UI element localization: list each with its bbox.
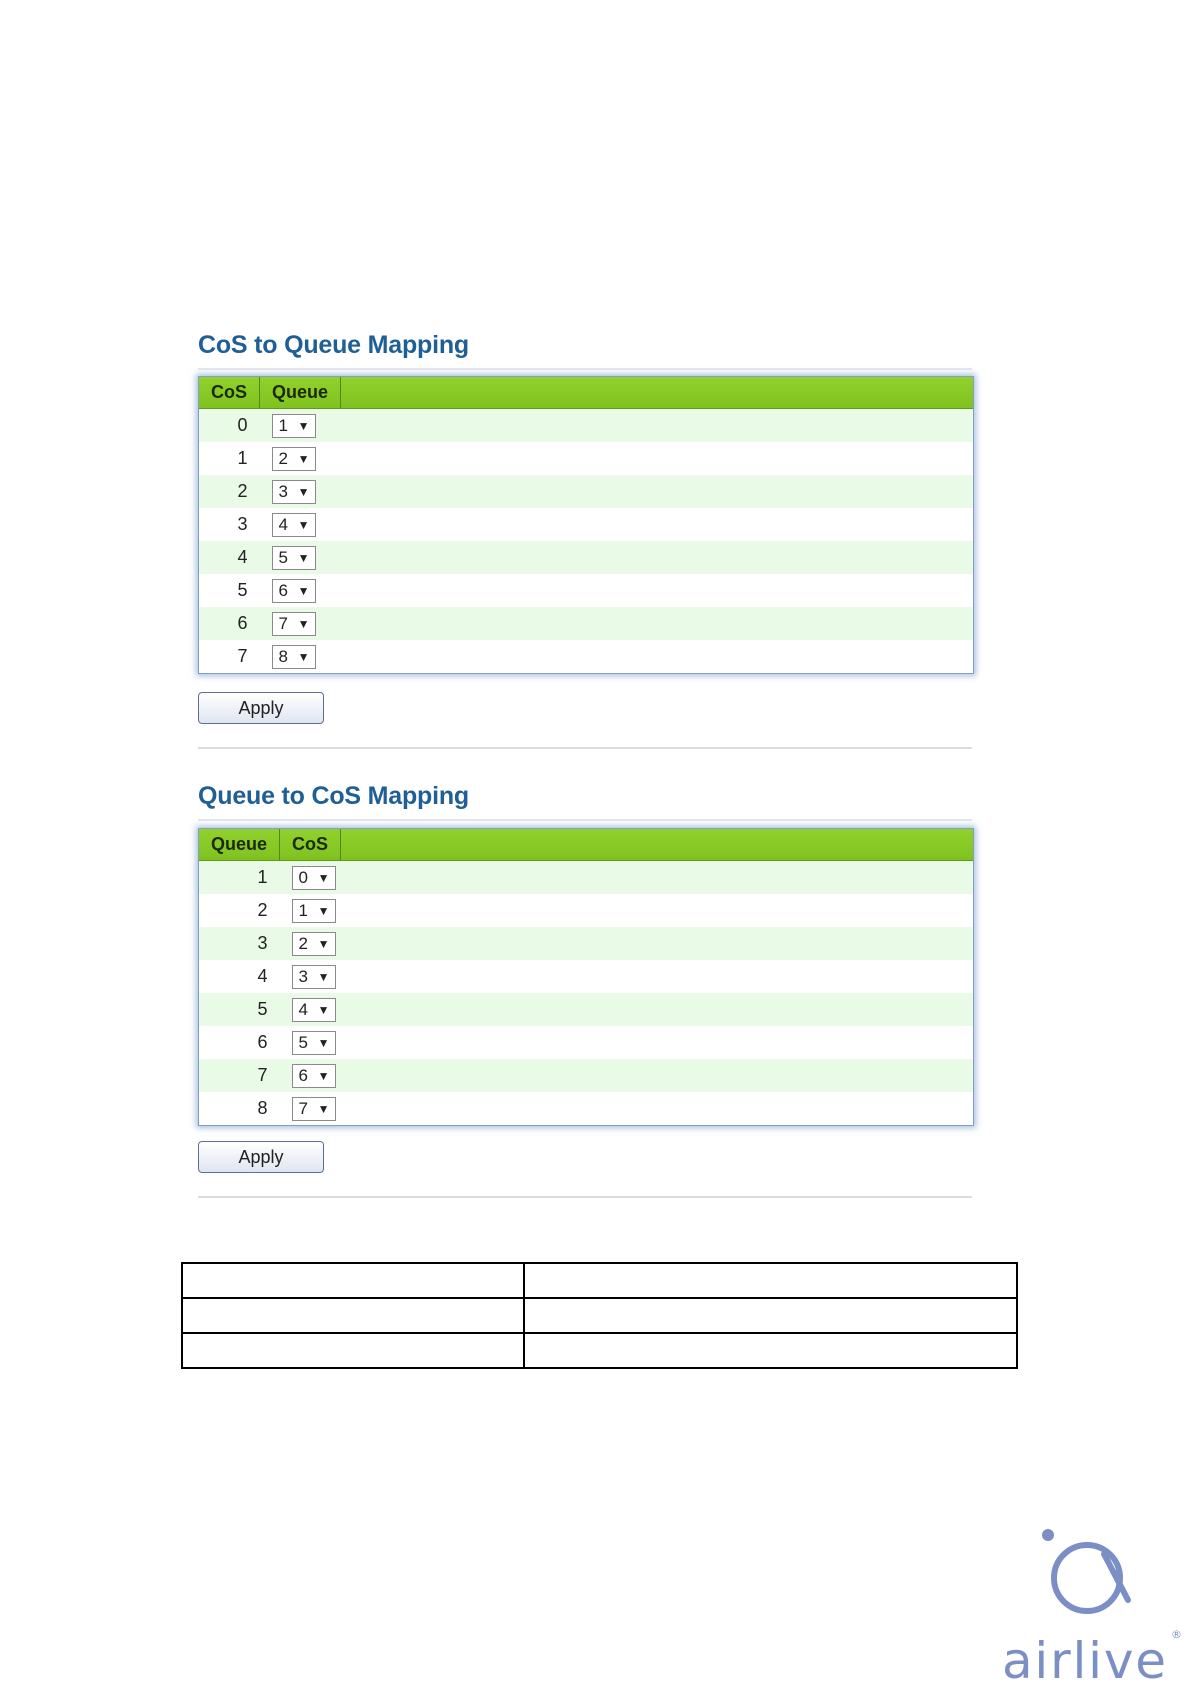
- row-key: 4: [199, 541, 260, 574]
- select-value: 1: [298, 900, 308, 920]
- dropdown-arrow-icon: ▼: [297, 418, 310, 433]
- mapping-select[interactable]: [292, 866, 336, 890]
- select-value: 7: [278, 613, 288, 633]
- queue-to-cos-table: [199, 829, 973, 1125]
- table-row: [199, 1026, 973, 1059]
- select-value: 2: [298, 933, 308, 953]
- description-table: [181, 1262, 1018, 1369]
- svg-text:®: ®: [1171, 1628, 1182, 1641]
- row-key: 5: [199, 574, 260, 607]
- row-key: 7: [199, 1059, 280, 1092]
- dropdown-arrow-icon: ▼: [297, 616, 310, 631]
- apply-button[interactable]: Apply: [198, 692, 324, 724]
- row-key: 2: [199, 475, 260, 508]
- select-value: 8: [278, 646, 288, 666]
- table-row: [199, 541, 973, 574]
- mapping-select[interactable]: [292, 965, 336, 989]
- dropdown-arrow-icon: ▼: [317, 969, 330, 984]
- cos-to-queue-table: [199, 377, 973, 673]
- mapping-select[interactable]: [272, 513, 316, 537]
- select-value: 5: [278, 547, 288, 567]
- table-row: [199, 1059, 973, 1092]
- row-key: 1: [199, 861, 280, 895]
- section-title: Queue to CoS Mapping: [198, 782, 469, 810]
- mapping-select[interactable]: [292, 899, 336, 923]
- row-key: 3: [199, 927, 280, 960]
- row-key: 6: [199, 607, 260, 640]
- select-value: 2: [278, 448, 288, 468]
- row-key: 3: [199, 508, 260, 541]
- table-header-row: [199, 377, 973, 409]
- table-header-row: [199, 829, 973, 861]
- cos-to-queue-section: [198, 330, 972, 370]
- mapping-select[interactable]: [272, 546, 316, 570]
- table-row: [199, 927, 973, 960]
- select-value: 0: [298, 867, 308, 887]
- table-row: [199, 442, 973, 475]
- table-row: [199, 607, 973, 640]
- table-row: [199, 640, 973, 673]
- dropdown-arrow-icon: ▼: [297, 649, 310, 664]
- dropdown-arrow-icon: ▼: [317, 1068, 330, 1083]
- dropdown-arrow-icon: ▼: [317, 1035, 330, 1050]
- column-header-queue: Queue: [199, 829, 280, 861]
- row-key: 5: [199, 993, 280, 1026]
- table-row: [199, 993, 973, 1026]
- select-value: 1: [278, 415, 288, 435]
- table-row: [199, 894, 973, 927]
- select-value: 3: [278, 481, 288, 501]
- mapping-select[interactable]: [292, 1064, 336, 1088]
- column-header-cos: CoS: [199, 377, 260, 409]
- row-key: 4: [199, 960, 280, 993]
- mapping-select[interactable]: [272, 645, 316, 669]
- mapping-select[interactable]: [292, 1097, 336, 1121]
- select-value: 6: [298, 1065, 308, 1085]
- mapping-select[interactable]: [292, 998, 336, 1022]
- table-row: [199, 574, 973, 607]
- dropdown-arrow-icon: ▼: [317, 870, 330, 885]
- row-key: 6: [199, 1026, 280, 1059]
- table-row: [199, 475, 973, 508]
- queue-to-cos-panel: [198, 828, 974, 1126]
- select-value: 6: [278, 580, 288, 600]
- section-divider: [198, 1196, 972, 1198]
- table-row: [182, 1333, 1017, 1368]
- table-row: [182, 1263, 1017, 1298]
- airlive-logo: [1000, 1528, 1185, 1683]
- title-divider: [198, 819, 972, 821]
- dropdown-arrow-icon: ▼: [297, 484, 310, 499]
- select-value: 3: [298, 966, 308, 986]
- row-key: 8: [199, 1092, 280, 1125]
- mapping-select[interactable]: [272, 579, 316, 603]
- dropdown-arrow-icon: ▼: [297, 550, 310, 565]
- select-value: 4: [298, 999, 308, 1019]
- dropdown-arrow-icon: ▼: [317, 903, 330, 918]
- dropdown-arrow-icon: ▼: [297, 517, 310, 532]
- column-header-cos: CoS: [280, 829, 341, 861]
- table-row: [199, 960, 973, 993]
- cos-to-queue-panel: [198, 376, 974, 674]
- dropdown-arrow-icon: ▼: [317, 1002, 330, 1017]
- title-divider: [198, 368, 972, 370]
- dropdown-arrow-icon: ▼: [317, 1101, 330, 1116]
- table-row: [199, 861, 973, 895]
- mapping-select[interactable]: [292, 1031, 336, 1055]
- row-key: 2: [199, 894, 280, 927]
- table-row: [199, 1092, 973, 1125]
- dropdown-arrow-icon: ▼: [317, 936, 330, 951]
- row-key: 0: [199, 409, 260, 443]
- section-divider: [198, 747, 972, 749]
- queue-to-cos-section: [198, 781, 972, 821]
- column-header-queue: Queue: [260, 377, 341, 409]
- row-key: 1: [199, 442, 260, 475]
- airlive-logo-mark: [1000, 1528, 1185, 1683]
- table-row: [199, 508, 973, 541]
- row-key: 7: [199, 640, 260, 673]
- section-title: CoS to Queue Mapping: [198, 331, 469, 359]
- select-value: 4: [278, 514, 288, 534]
- mapping-select[interactable]: [272, 447, 316, 471]
- mapping-select[interactable]: [292, 932, 336, 956]
- table-row: [199, 409, 973, 443]
- table-row: [182, 1298, 1017, 1333]
- mapping-select[interactable]: [272, 612, 316, 636]
- select-value: 7: [298, 1098, 308, 1118]
- select-value: 5: [298, 1032, 308, 1052]
- dropdown-arrow-icon: ▼: [297, 583, 310, 598]
- mapping-select[interactable]: [272, 480, 316, 504]
- dropdown-arrow-icon: ▼: [297, 451, 310, 466]
- apply-button[interactable]: Apply: [198, 1141, 324, 1173]
- logo-text: airlive: [1002, 1632, 1172, 1683]
- mapping-select[interactable]: [272, 414, 316, 438]
